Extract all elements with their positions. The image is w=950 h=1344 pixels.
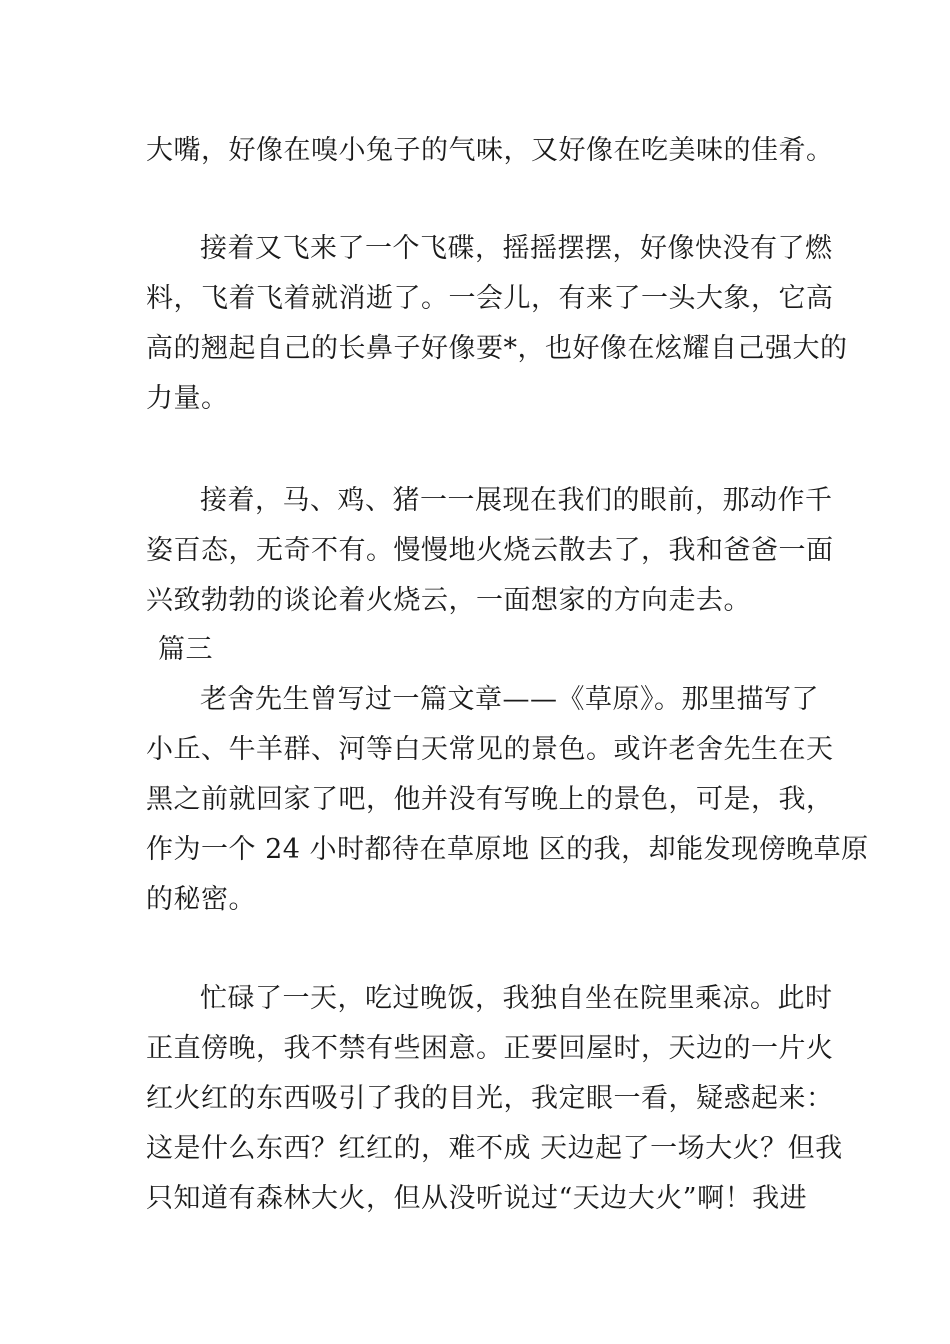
text-line: 大嘴，好像在嗅小兔子的气味，又好像在吃美味的佳肴。 — [146, 135, 834, 166]
text-line: 料，飞着飞着就消逝了。一会儿，有来了一头大象，它高 — [146, 283, 834, 314]
text-line: 姿百态，无奇不有。慢慢地火烧云散去了，我和爸爸一面 — [146, 535, 834, 566]
text-line: 老舍先生曾写过一篇文章——《草原》。那里描写了 — [200, 684, 819, 715]
text-line: 只知道有森林大火，但从没听说过“天边大火”啊！我进 — [146, 1183, 808, 1214]
text-line: 黑之前就回家了吧，他并没有写晚上的景色，可是，我， — [146, 784, 834, 815]
text-line: 接着又飞来了一个飞碟，摇摇摆摆，好像快没有了燃 — [200, 233, 833, 264]
text-line: 作为一个 24 小时都待在草原地 区的我，却能发现傍晚草原 — [146, 834, 869, 865]
text-line: 高的翘起自己的长鼻子好像要*，也好像在炫耀自己强大的 — [146, 333, 848, 364]
text-line: 力量。 — [146, 383, 229, 414]
text-line: 接着，马、鸡、猪一一展现在我们的眼前，那动作千 — [200, 485, 833, 516]
text-line: 的秘密。 — [146, 884, 256, 915]
text-line: 兴致勃勃的谈论着火烧云，一面想家的方向走去。 — [146, 585, 751, 616]
text-line: 忙碌了一天，吃过晚饭，我独自坐在院里乘凉。此时 — [200, 983, 833, 1014]
text-line: 小丘、牛羊群、河等白天常见的景色。或许老舍先生在天 — [146, 734, 834, 765]
text-line: 正直傍晚，我不禁有些困意。正要回屋时，天边的一片火 — [146, 1033, 834, 1064]
section-heading: 篇三 — [158, 634, 213, 665]
text-line: 红火红的东西吸引了我的目光，我定眼一看，疑惑起来： — [146, 1083, 834, 1114]
text-line: 这是什么东西？红红的，难不成 天边起了一场大火？但我 — [146, 1133, 843, 1164]
